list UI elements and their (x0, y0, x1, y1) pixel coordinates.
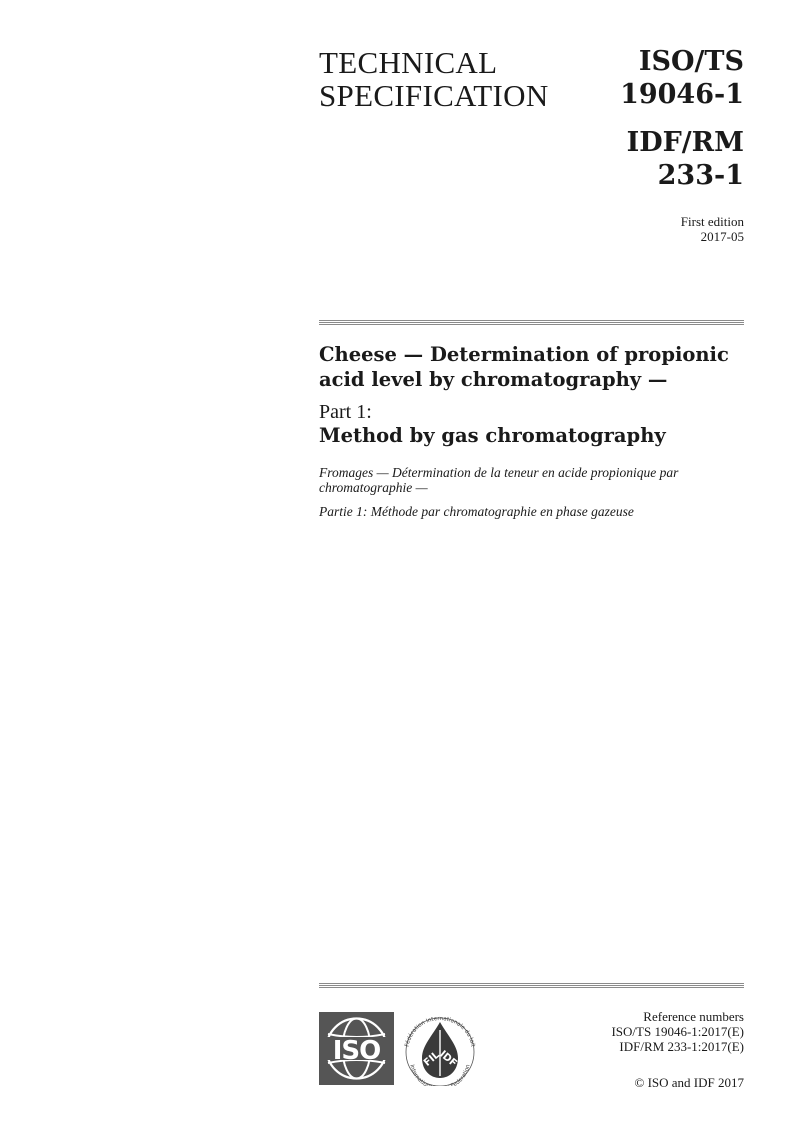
idf-ring-text-en: Internatio ederation (408, 1064, 472, 1086)
idf-ring-text-fr: Fédération Internationale du lait (404, 1015, 476, 1048)
document-type-line2: SPECIFICATION (319, 78, 549, 113)
edition-info (681, 214, 744, 244)
title-block (319, 342, 749, 519)
idf-drop-icon (398, 1012, 482, 1086)
iso-logo (319, 1012, 394, 1085)
top-divider (319, 320, 744, 326)
idf-logo-idf-text: IDF (437, 1048, 459, 1070)
edition-date: 2017-05 (700, 229, 744, 244)
reference-idf: IDF/RM 233-1:2017(E) (619, 1039, 744, 1054)
idf-number-line1: IDF/RM (626, 127, 744, 158)
copyright-notice: © ISO and IDF 2017 (634, 1075, 744, 1090)
french-part-title: Partie 1: Méthode par chromatographie en phase gazeuse (319, 504, 634, 519)
edition-label: First edition (680, 214, 744, 229)
french-title (319, 465, 749, 495)
reference-heading: Reference numbers (643, 1009, 744, 1024)
document-type (319, 46, 549, 112)
part-label: Part 1: (319, 401, 372, 423)
part-title: Method by gas chromatography (319, 424, 666, 447)
reference-numbers (611, 1009, 744, 1054)
main-title-line2: acid level by chromatography — (319, 368, 668, 391)
idf-number-line2: 233-1 (657, 160, 744, 191)
idf-logo (398, 1012, 482, 1086)
main-title-line1: Cheese — Determination of propionic (319, 343, 729, 366)
iso-number-line1: ISO/TS (638, 46, 744, 77)
standard-numbers (620, 45, 744, 192)
document-type-line1: TECHNICAL (319, 45, 498, 80)
bottom-divider (319, 983, 744, 989)
iso-logo-text: ISO (332, 1036, 381, 1066)
french-title-line2: chromatographie — (319, 480, 428, 495)
french-title-line1: Fromages — Détermination de la teneur en acide propionique par (319, 465, 679, 480)
reference-iso: ISO/TS 19046-1:2017(E) (611, 1024, 744, 1039)
iso-globe-icon (319, 1012, 394, 1085)
main-title (319, 342, 749, 392)
idf-logo-fil-text: FIL (421, 1049, 442, 1069)
iso-number-line2: 19046-1 (620, 79, 744, 110)
